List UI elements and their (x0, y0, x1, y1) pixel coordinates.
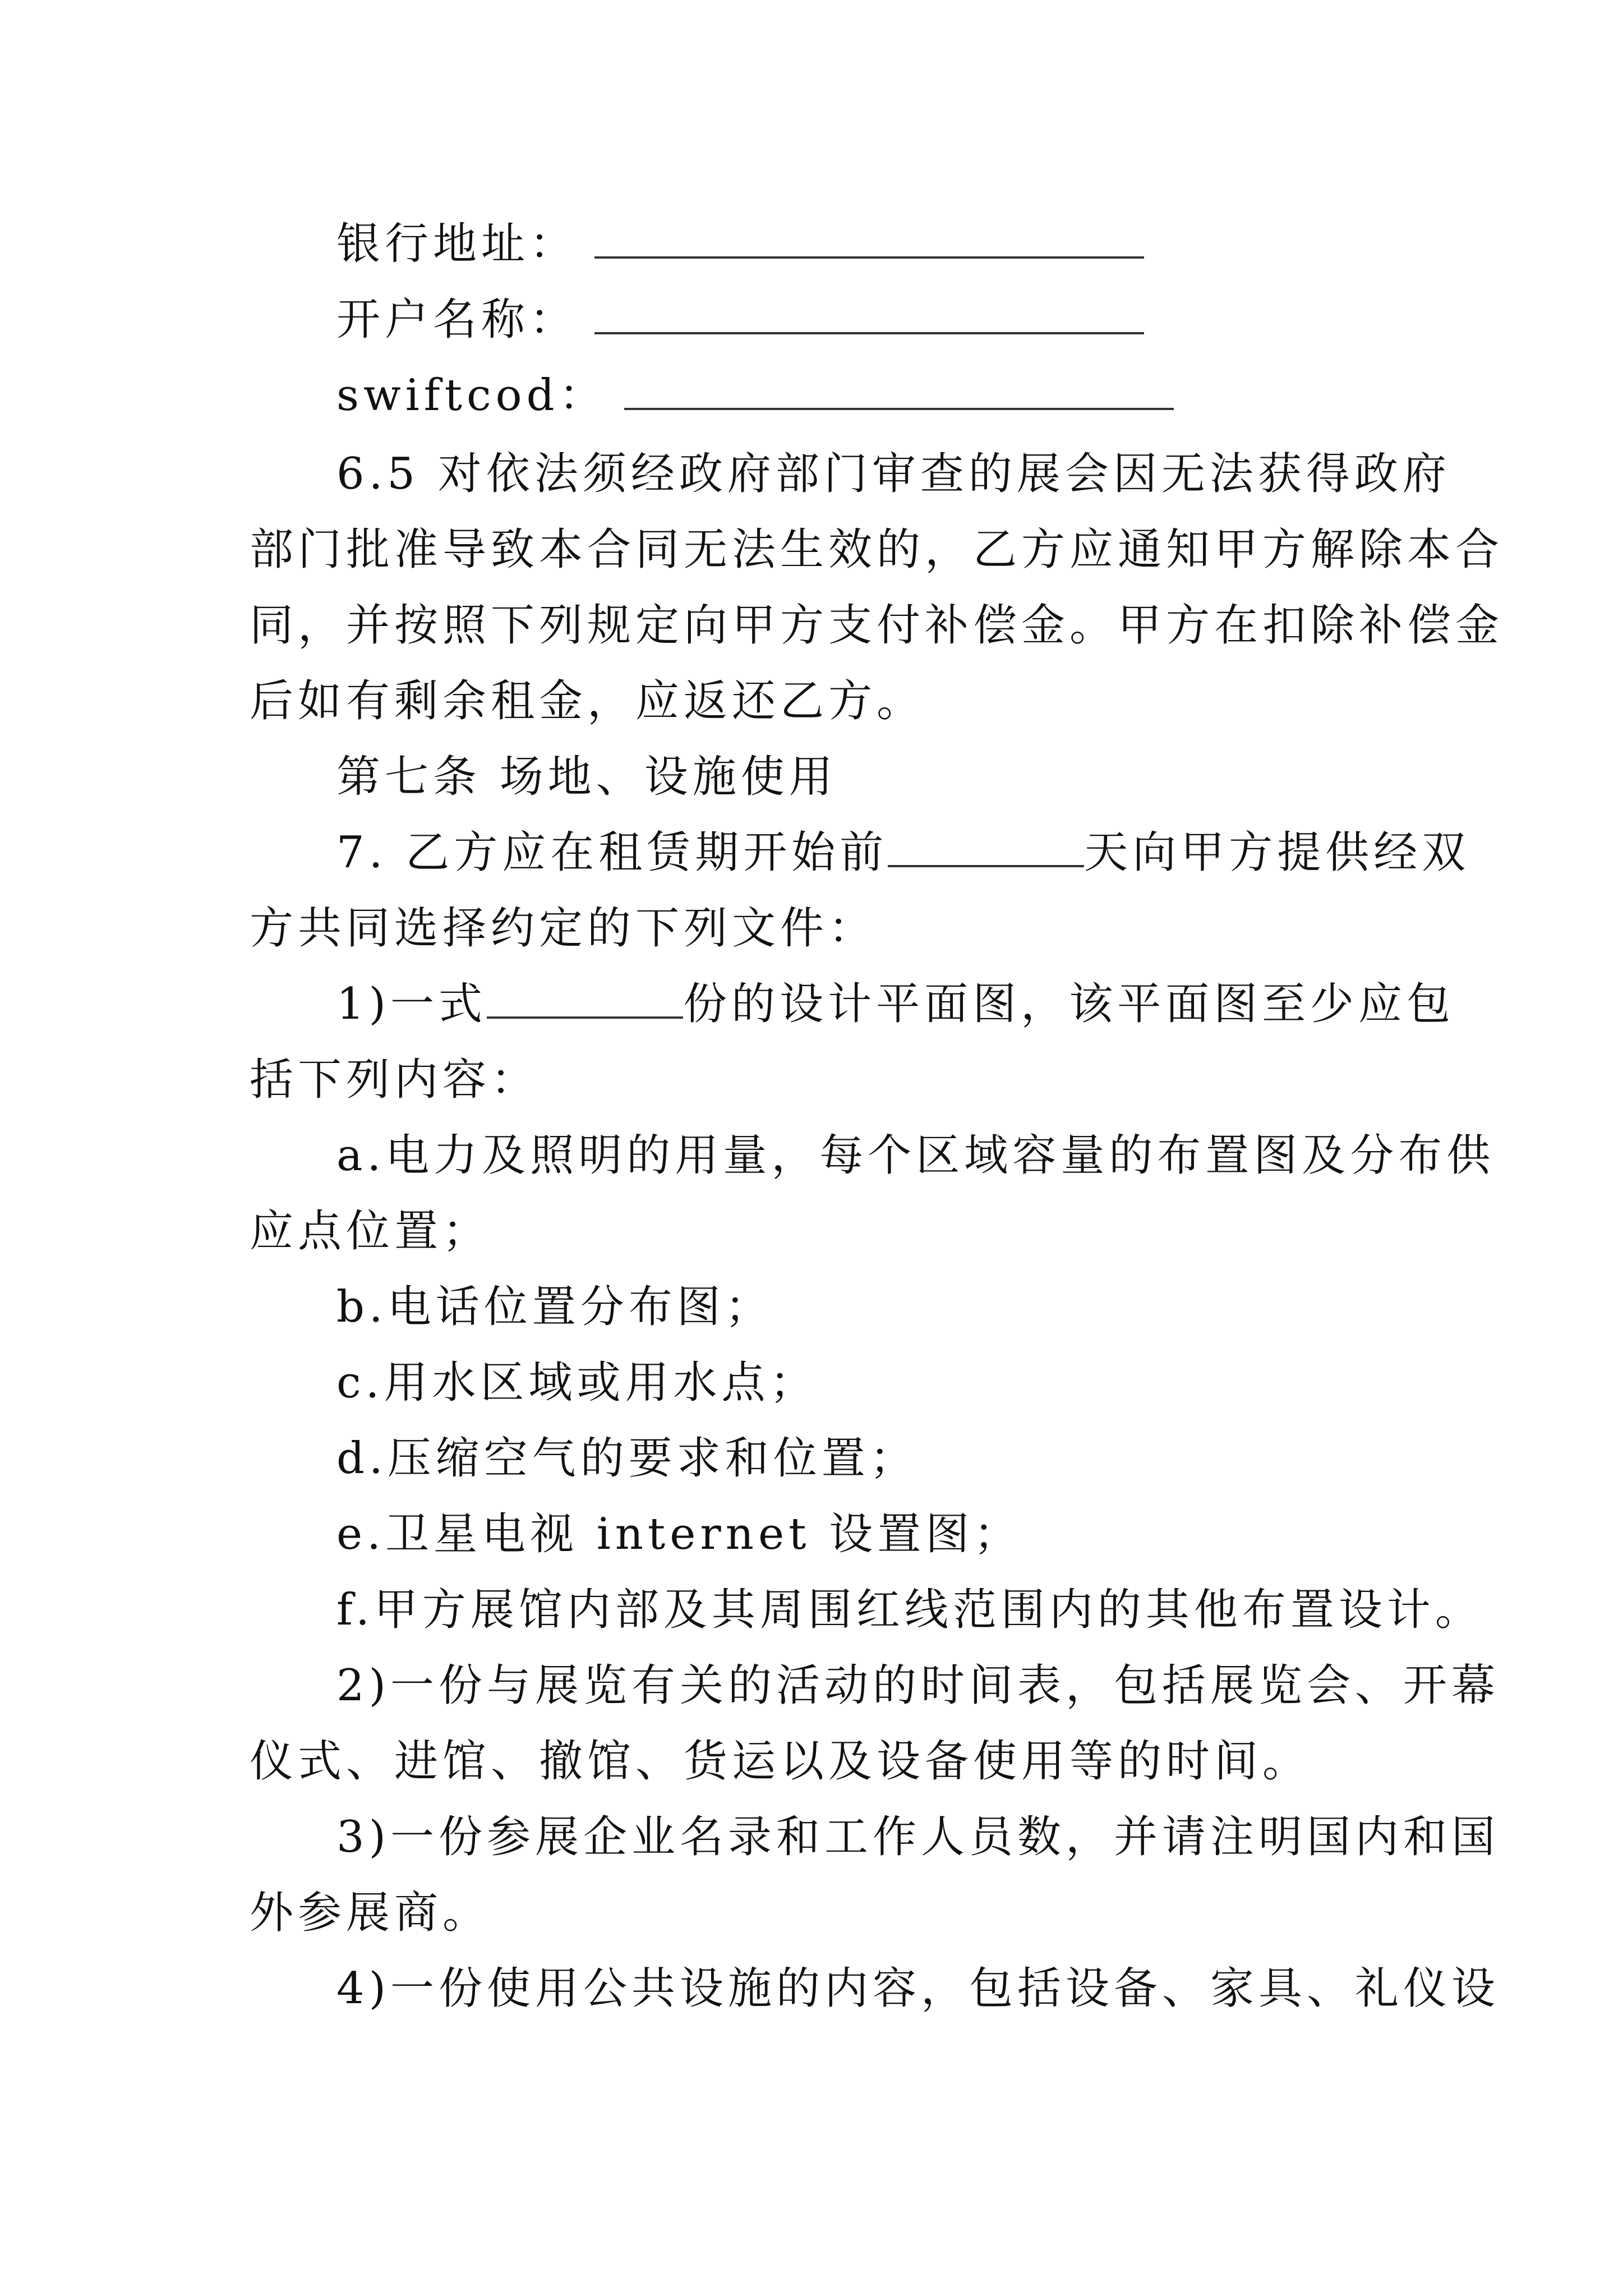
swift-label: swiftcod： (336, 370, 607, 421)
account-name-row (336, 292, 1144, 348)
article-7-intro-line-2: 方共同选择约定的下列文件： (250, 903, 877, 954)
sub-e: e.卫星电视 internet 设置图； (336, 1509, 1022, 1559)
article-7-heading: 第七条 场地、设施使用 (336, 752, 837, 802)
clause-6-5-line-4: 后如有剩余租金，应返还乙方。 (250, 676, 925, 726)
clause-6-5-line-2: 部门批准导致本合同无法生效的，乙方应通知甲方解除本合 (250, 524, 1504, 575)
bank-address-blank (594, 217, 1144, 259)
swift-blank (624, 369, 1174, 410)
copies-blank (487, 977, 683, 1019)
bank-address-row (336, 216, 1144, 272)
clause-6-5-line-3: 同，并按照下列规定向甲方支付补偿金。甲方在扣除补偿金 (250, 600, 1504, 651)
item-2-line-1: 2)一份与展览有关的活动的时间表，包括展览会、开幕 (336, 1660, 1500, 1711)
swift-row (336, 367, 1174, 424)
item-4-line-1: 4)一份使用公共设施的内容，包括设备、家具、礼仪设 (336, 1963, 1500, 2014)
sub-a-line-2: 应点位置； (250, 1206, 491, 1257)
clause-6-5-line-1: 6.5 对依法须经政府部门审查的展会因无法获得政府 (336, 449, 1451, 499)
article-7-intro-line-1 (336, 825, 1470, 881)
article-7-intro-b: 天向甲方提供经双 (1084, 827, 1470, 878)
item-3-line-1: 3)一份参展企业名录和工作人员数，并请注明国内和国 (336, 1812, 1500, 1862)
item-3-line-2: 外参展商。 (250, 1888, 491, 1938)
article-7-intro-a: 7. 乙方应在租赁期开始前 (336, 827, 888, 878)
item-1-a: 1)一式 (336, 979, 487, 1029)
account-name-blank (594, 293, 1144, 334)
days-blank (888, 826, 1084, 867)
sub-a-line-1: a.电力及照明的用量，每个区域容量的布置图及分布供 (336, 1130, 1495, 1181)
item-1-line-1 (336, 976, 1455, 1032)
account-name-label: 开户名称： (336, 295, 578, 345)
item-1-line-2: 括下列内容： (250, 1055, 540, 1105)
item-2-line-2: 仪式、进馆、撤馆、货运以及设备使用等的时间。 (250, 1736, 1311, 1787)
sub-f: f.甲方展馆内部及其周围红线范围内的其他布置设计。 (336, 1585, 1483, 1635)
sub-c: c.用水区域或用水点； (336, 1358, 818, 1408)
bank-address-label: 银行地址： (336, 219, 578, 269)
sub-d: d.压缩空气的要求和位置； (336, 1433, 918, 1484)
item-1-b: 份的设计平面图，该平面图至少应包 (683, 979, 1455, 1029)
sub-b: b.电话位置分布图； (336, 1282, 773, 1332)
